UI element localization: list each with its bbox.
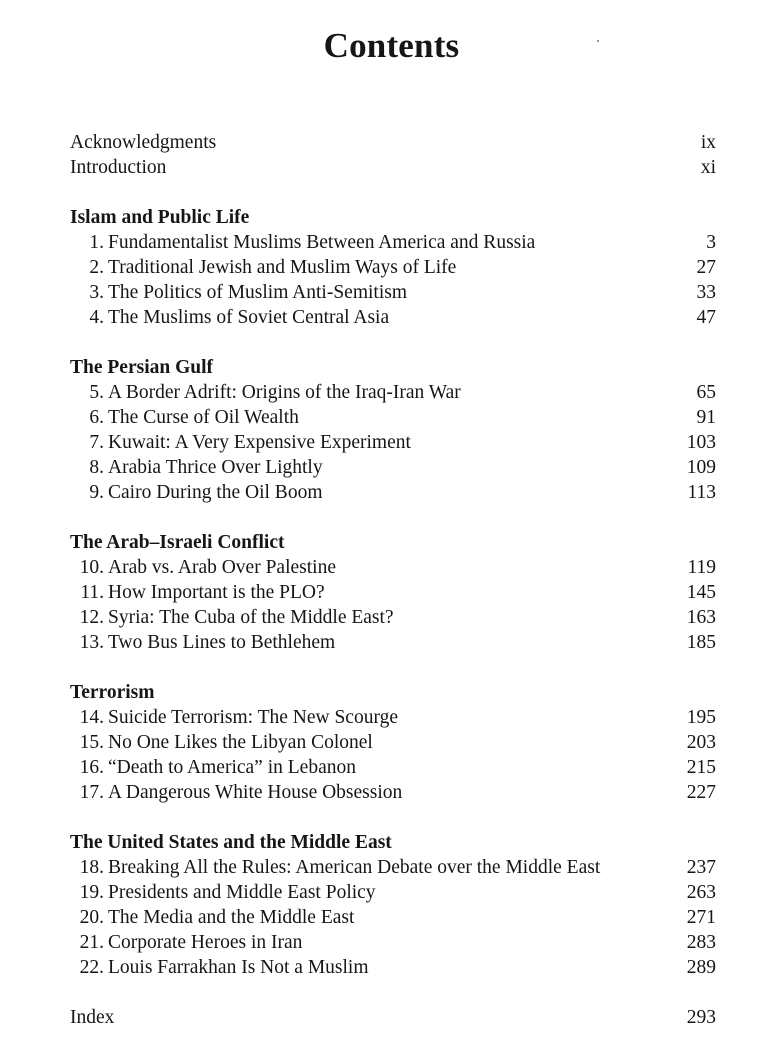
chapter-title: Arabia Thrice Over Lightly [108,457,323,478]
toc-chapter-entry[interactable] [70,730,716,755]
chapter-page: 47 [696,307,716,328]
toc-chapter-entry[interactable] [70,255,716,280]
chapter-page: 195 [686,707,716,728]
toc-chapter-entry[interactable] [70,930,716,955]
toc-chapter-entry[interactable] [70,555,716,580]
chapter-page: 33 [696,282,716,303]
chapter-number: 17. [79,782,104,803]
entry-title: Acknowledgments [70,132,217,153]
chapter-number: 18. [79,857,104,878]
chapter-title: The Politics of Muslim Anti-Semitism [108,282,408,303]
spacer [70,980,716,1005]
chapter-number: 19. [79,882,104,903]
toc-chapter-entry[interactable] [70,780,716,805]
entry-page: xi [700,157,716,178]
chapter-page: 263 [686,882,716,903]
toc-chapter-entry[interactable] [70,880,716,905]
chapter-page: 289 [686,957,716,978]
chapter-title: How Important is the PLO? [108,582,325,603]
chapter-title: Presidents and Middle East Policy [108,882,376,903]
toc-chapter-entry[interactable] [70,280,716,305]
chapter-number: 1. [89,232,104,253]
chapter-number: 14. [79,707,104,728]
chapter-page: 283 [686,932,716,953]
page-title: Contents [323,26,460,65]
spacer [70,330,716,355]
chapter-page: 185 [686,632,716,653]
chapter-page: 3 [706,232,716,253]
chapter-number: 3. [89,282,104,303]
toc-chapter-entry[interactable] [70,955,716,980]
chapter-number: 6. [89,407,104,428]
toc-sections [70,180,716,980]
toc-entry-acknowledgments[interactable] [70,130,716,155]
chapter-page: 145 [686,582,716,603]
toc-chapter-entry[interactable] [70,380,716,405]
toc-chapter-entry[interactable] [70,305,716,330]
toc-chapter-entry[interactable] [70,430,716,455]
chapter-title: Breaking All the Rules: American Debate over the Middle East [108,857,601,878]
chapter-title: The Media and the Middle East [108,907,355,928]
toc-chapter-entry[interactable] [70,230,716,255]
entry-page: ix [700,132,716,153]
chapter-number: 13. [79,632,104,653]
chapter-number: 5. [89,382,104,403]
chapter-title: Louis Farrakhan Is Not a Muslim [108,957,369,978]
toc-chapter-entry[interactable] [70,705,716,730]
section-heading: The Arab–Israeli Conflict [70,532,285,553]
chapter-title: No One Likes the Libyan Colonel [108,732,373,753]
chapter-number: 2. [89,257,104,278]
toc-chapter-entry[interactable] [70,605,716,630]
chapter-title: A Border Adrift: Origins of the Iraq-Iran War [108,382,461,403]
chapter-number: 20. [79,907,104,928]
chapter-title: Cairo During the Oil Boom [108,482,323,503]
chapter-page: 27 [696,257,716,278]
toc-chapter-entry[interactable] [70,905,716,930]
chapter-page: 103 [686,432,716,453]
chapter-number: 21. [79,932,104,953]
chapter-title: Traditional Jewish and Muslim Ways of Life [108,257,457,278]
chapter-title: Fundamentalist Muslims Between America and Russia [108,232,536,253]
chapter-number: 16. [79,757,104,778]
chapter-title: Arab vs. Arab Over Palestine [108,557,336,578]
spacer [70,805,716,830]
toc-chapter-entry[interactable] [70,455,716,480]
chapter-page: 237 [686,857,716,878]
chapter-number: 15. [79,732,104,753]
chapter-page: 65 [696,382,716,403]
chapter-number: 7. [89,432,104,453]
entry-title: Index [70,1007,115,1028]
section-heading: The Persian Gulf [70,357,214,378]
toc-chapter-entry[interactable] [70,405,716,430]
toc-chapter-entry[interactable] [70,580,716,605]
chapter-title: Suicide Terrorism: The New Scourge [108,707,398,728]
section-heading: Islam and Public Life [70,207,250,228]
chapter-title: Corporate Heroes in Iran [108,932,303,953]
chapter-number: 10. [79,557,104,578]
chapter-title: The Curse of Oil Wealth [108,407,299,428]
section-heading: The United States and the Middle East [70,832,392,853]
chapter-number: 4. [89,307,104,328]
toc-entry-index[interactable] [70,1005,716,1030]
chapter-title: “Death to America” in Lebanon [108,757,356,778]
chapter-page: 271 [686,907,716,928]
chapter-title: Kuwait: A Very Expensive Experiment [108,432,411,453]
chapter-page: 119 [687,557,716,578]
chapter-page: 203 [686,732,716,753]
chapter-title: Syria: The Cuba of the Middle East? [108,607,394,628]
chapter-number: 11. [80,582,104,603]
spacer [70,505,716,530]
toc-chapter-entry[interactable] [70,855,716,880]
entry-page: 293 [686,1007,716,1028]
section-heading: Terrorism [70,682,155,703]
chapter-title: A Dangerous White House Obsession [108,782,403,803]
toc-chapter-entry[interactable] [70,630,716,655]
toc-chapter-entry[interactable] [70,480,716,505]
chapter-title: The Muslims of Soviet Central Asia [108,307,390,328]
spacer [70,655,716,680]
print-speck [597,40,599,42]
chapter-number: 9. [89,482,104,503]
chapter-page: 109 [686,457,716,478]
chapter-page: 227 [686,782,716,803]
chapter-number: 22. [79,957,104,978]
chapter-number: 12. [79,607,104,628]
entry-title: Introduction [70,157,167,178]
table-of-contents [70,130,716,1030]
chapter-title: Two Bus Lines to Bethlehem [108,632,336,653]
toc-entry-introduction[interactable] [70,155,716,180]
spacer [70,180,716,205]
chapter-page: 215 [686,757,716,778]
toc-chapter-entry[interactable] [70,755,716,780]
chapter-page: 163 [686,607,716,628]
chapter-page: 113 [687,482,716,503]
chapter-page: 91 [696,407,716,428]
chapter-number: 8. [89,457,104,478]
